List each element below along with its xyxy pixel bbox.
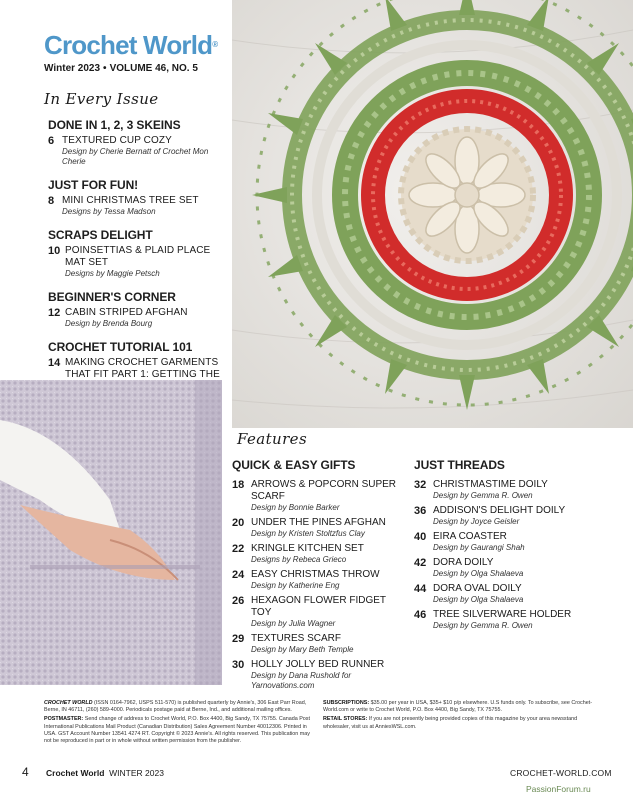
page-number: 14	[48, 357, 61, 369]
toc-entry[interactable]	[232, 633, 407, 655]
entry-credit: Design by Mary Beth Temple	[251, 645, 354, 654]
toc-entry[interactable]	[414, 583, 594, 605]
postmaster-info	[44, 716, 312, 745]
entry-title: MINI CHRISTMAS TREE SET	[62, 195, 199, 206]
page-number: 6	[48, 135, 55, 147]
page-number: 46	[414, 609, 427, 621]
page-number: 36	[414, 505, 427, 517]
publisher-info	[44, 700, 312, 714]
footer-magazine-name: Crochet World	[46, 768, 105, 778]
toc-entry[interactable]	[414, 505, 594, 527]
page-number: 12	[48, 307, 61, 319]
entry-credit: Design by Gaurangi Shah	[433, 543, 525, 552]
page-number: 44	[414, 583, 427, 595]
entry-credit: Design by Olga Shalaeva	[433, 595, 524, 604]
page-number: 18	[232, 479, 245, 491]
entry-title: TREE SILVERWARE HOLDER	[433, 609, 572, 620]
toc-entry[interactable]	[232, 659, 407, 691]
toc-entry[interactable]	[48, 195, 223, 217]
entry-title: DORA OVAL DOILY	[433, 583, 522, 594]
page-number: 40	[414, 531, 427, 543]
page-number: 8	[48, 195, 55, 207]
page-number: 32	[414, 479, 427, 491]
entry-credit: Design by Gemma R. Owen	[433, 621, 533, 630]
entry-credit: Designs by Maggie Petsch	[65, 269, 160, 278]
toc-entry[interactable]	[414, 479, 594, 501]
entry-credit: Design by Dana Rushold for Yarnovations.com	[251, 671, 352, 690]
toc-entry[interactable]	[48, 245, 223, 279]
entry-title: DORA DOILY	[433, 557, 494, 568]
features-heading: Features	[237, 430, 308, 448]
masthead	[44, 30, 229, 74]
bullet-separator: •	[103, 63, 107, 74]
page-number: 29	[232, 633, 245, 645]
entry-credit: Design by Gemma R. Owen	[433, 491, 533, 500]
toc-entry[interactable]	[232, 595, 407, 629]
postmaster-text: Send change of address to Crochet World, P.O. Box 4400, Big Sandy, TX 75755. Canada Post International Publications Mail Product (Canadian Distribution) Sales Agreement Number 40012306. Printed in USA. GST Account Number 13541 4274 RT. Copyright © 2023 Annie's. All rights reserved. This publication may not be reproduced in part or in whole without written permission from the publisher.	[44, 716, 310, 745]
footer-website-link[interactable]: CROCHET-WORLD.COM	[510, 768, 612, 778]
page-number: 22	[232, 543, 245, 555]
section-title: QUICK & EASY GIFTS	[232, 458, 356, 472]
toc-entry[interactable]	[232, 543, 407, 565]
entry-title: HOLLY JOLLY BED RUNNER	[251, 659, 385, 670]
entry-title: KRINGLE KITCHEN SET	[251, 543, 364, 554]
section-title: BEGINNER'S CORNER	[48, 290, 176, 304]
quick-easy-gifts-column	[232, 458, 407, 695]
subscriptions-label: SUBSCRIPTIONS:	[323, 700, 370, 706]
page-number: 24	[232, 569, 245, 581]
section-title: CROCHET TUTORIAL 101	[48, 340, 193, 354]
section-title: JUST FOR FUN!	[48, 178, 139, 192]
entry-title: POINSETTIAS & PLAID PLACE MAT SET	[65, 245, 211, 268]
footer-season: WINTER 2023	[109, 768, 164, 778]
publisher-text: (ISSN 0164-7962, USPS 511-570) is published quarterly by Annie's, 306 East Parr Road, Berne, IN 46711, (260) 589-4000. Periodicals postage paid at Berne, Ind., and additional mailing offices.	[44, 700, 307, 714]
registered-mark: ®	[212, 40, 218, 49]
issue-volume: VOLUME 46, NO. 5	[109, 63, 198, 74]
page-number-footer: 4	[22, 765, 29, 779]
entry-title: MAKING CROCHET GARMENTS THAT FIT PART 1: GETTING THE	[65, 357, 220, 380]
toc-entry[interactable]	[414, 531, 594, 553]
entry-credit: Designs by Tessa Madson	[62, 207, 156, 216]
entry-title: HEXAGON FLOWER FIDGET TOY	[251, 595, 386, 618]
doily-illustration	[232, 0, 633, 428]
watermark: PassionForum.ru	[526, 784, 591, 794]
entry-title: CHRISTMASTIME DOILY	[433, 479, 548, 490]
entry-title: EASY CHRISTMAS THROW	[251, 569, 380, 580]
subscriptions-info	[323, 700, 598, 714]
postmaster-label: POSTMASTER:	[44, 716, 84, 723]
doily-photo	[232, 0, 633, 428]
entry-credit: Design by Katherine Eng	[251, 581, 340, 590]
in-every-issue-heading: In Every Issue	[44, 90, 159, 108]
section-title: SCRAPS DELIGHT	[48, 228, 153, 242]
fineprint-right	[323, 700, 598, 733]
toc-entry[interactable]	[232, 517, 407, 539]
entry-credit: Design by Julia Wagner	[251, 619, 336, 628]
entry-credit: Design by Bonnie Barker	[251, 503, 340, 512]
entry-credit: Design by Brenda Bourg	[65, 319, 153, 328]
page-number: 30	[232, 659, 245, 671]
toc-entry[interactable]	[232, 479, 407, 513]
quick-easy-list	[232, 479, 407, 691]
page-number: 20	[232, 517, 245, 529]
toc-entry[interactable]	[48, 307, 223, 329]
entry-title: TEXTURES SCARF	[251, 633, 342, 644]
entry-title: ARROWS & POPCORN SUPER SCARF	[251, 479, 397, 502]
section-title: JUST THREADS	[414, 458, 505, 472]
entry-title: CABIN STRIPED AFGHAN	[65, 307, 188, 318]
page-number: 10	[48, 245, 61, 257]
toc-entry[interactable]	[414, 609, 594, 631]
entry-credit: Designs by Rebeca Grieco	[251, 555, 347, 564]
entry-title: EIRA COASTER	[433, 531, 507, 542]
scarf-photo	[0, 380, 222, 685]
entry-credit: Design by Kristen Stoltzfus Clay	[251, 529, 365, 538]
toc-entry[interactable]	[48, 135, 223, 167]
toc-entry[interactable]	[232, 569, 407, 591]
issue-line	[44, 63, 229, 74]
page-number: 26	[232, 595, 245, 607]
entry-title: TEXTURED CUP COZY	[62, 135, 172, 146]
retail-text: If you are not presently being provided copies of this magazine by your area newsstand wholesaler, visit us at AnniesWSL.com.	[323, 716, 578, 730]
entry-title: UNDER THE PINES AFGHAN	[251, 517, 386, 528]
toc-entry[interactable]	[414, 557, 594, 579]
entry-credit: Design by Joyce Geisler	[433, 517, 520, 526]
scarf-illustration	[0, 380, 222, 685]
footer-magazine	[46, 768, 164, 778]
publisher-label: CROCHET WORLD	[44, 700, 93, 706]
just-threads-list	[414, 479, 594, 631]
retail-label: RETAIL STORES:	[323, 716, 368, 723]
logo-text: Crochet World	[44, 30, 213, 60]
section-title: DONE IN 1, 2, 3 SKEINS	[48, 118, 181, 132]
fineprint-left	[44, 700, 312, 747]
just-threads-column	[414, 458, 594, 635]
entry-title: ADDISON'S DELIGHT DOILY	[433, 505, 566, 516]
retail-info	[323, 716, 598, 730]
entry-credit: Design by Cherie Bernatt of Crochet Mon Cherie	[62, 147, 209, 166]
page-number: 42	[414, 557, 427, 569]
issue-season: Winter 2023	[44, 63, 101, 74]
magazine-logo	[44, 30, 229, 60]
in-every-issue-list	[48, 118, 223, 403]
entry-credit: Design by Olga Shalaeva	[433, 569, 524, 578]
subscriptions-text: $35.00 per year in USA, $35+ $10 p/p elsewhere. U.S funds only. To subscribe, see Crochet-World.com or write to Crochet World, P.O. Box 4400, Big Sandy, TX 75755.	[323, 700, 593, 714]
